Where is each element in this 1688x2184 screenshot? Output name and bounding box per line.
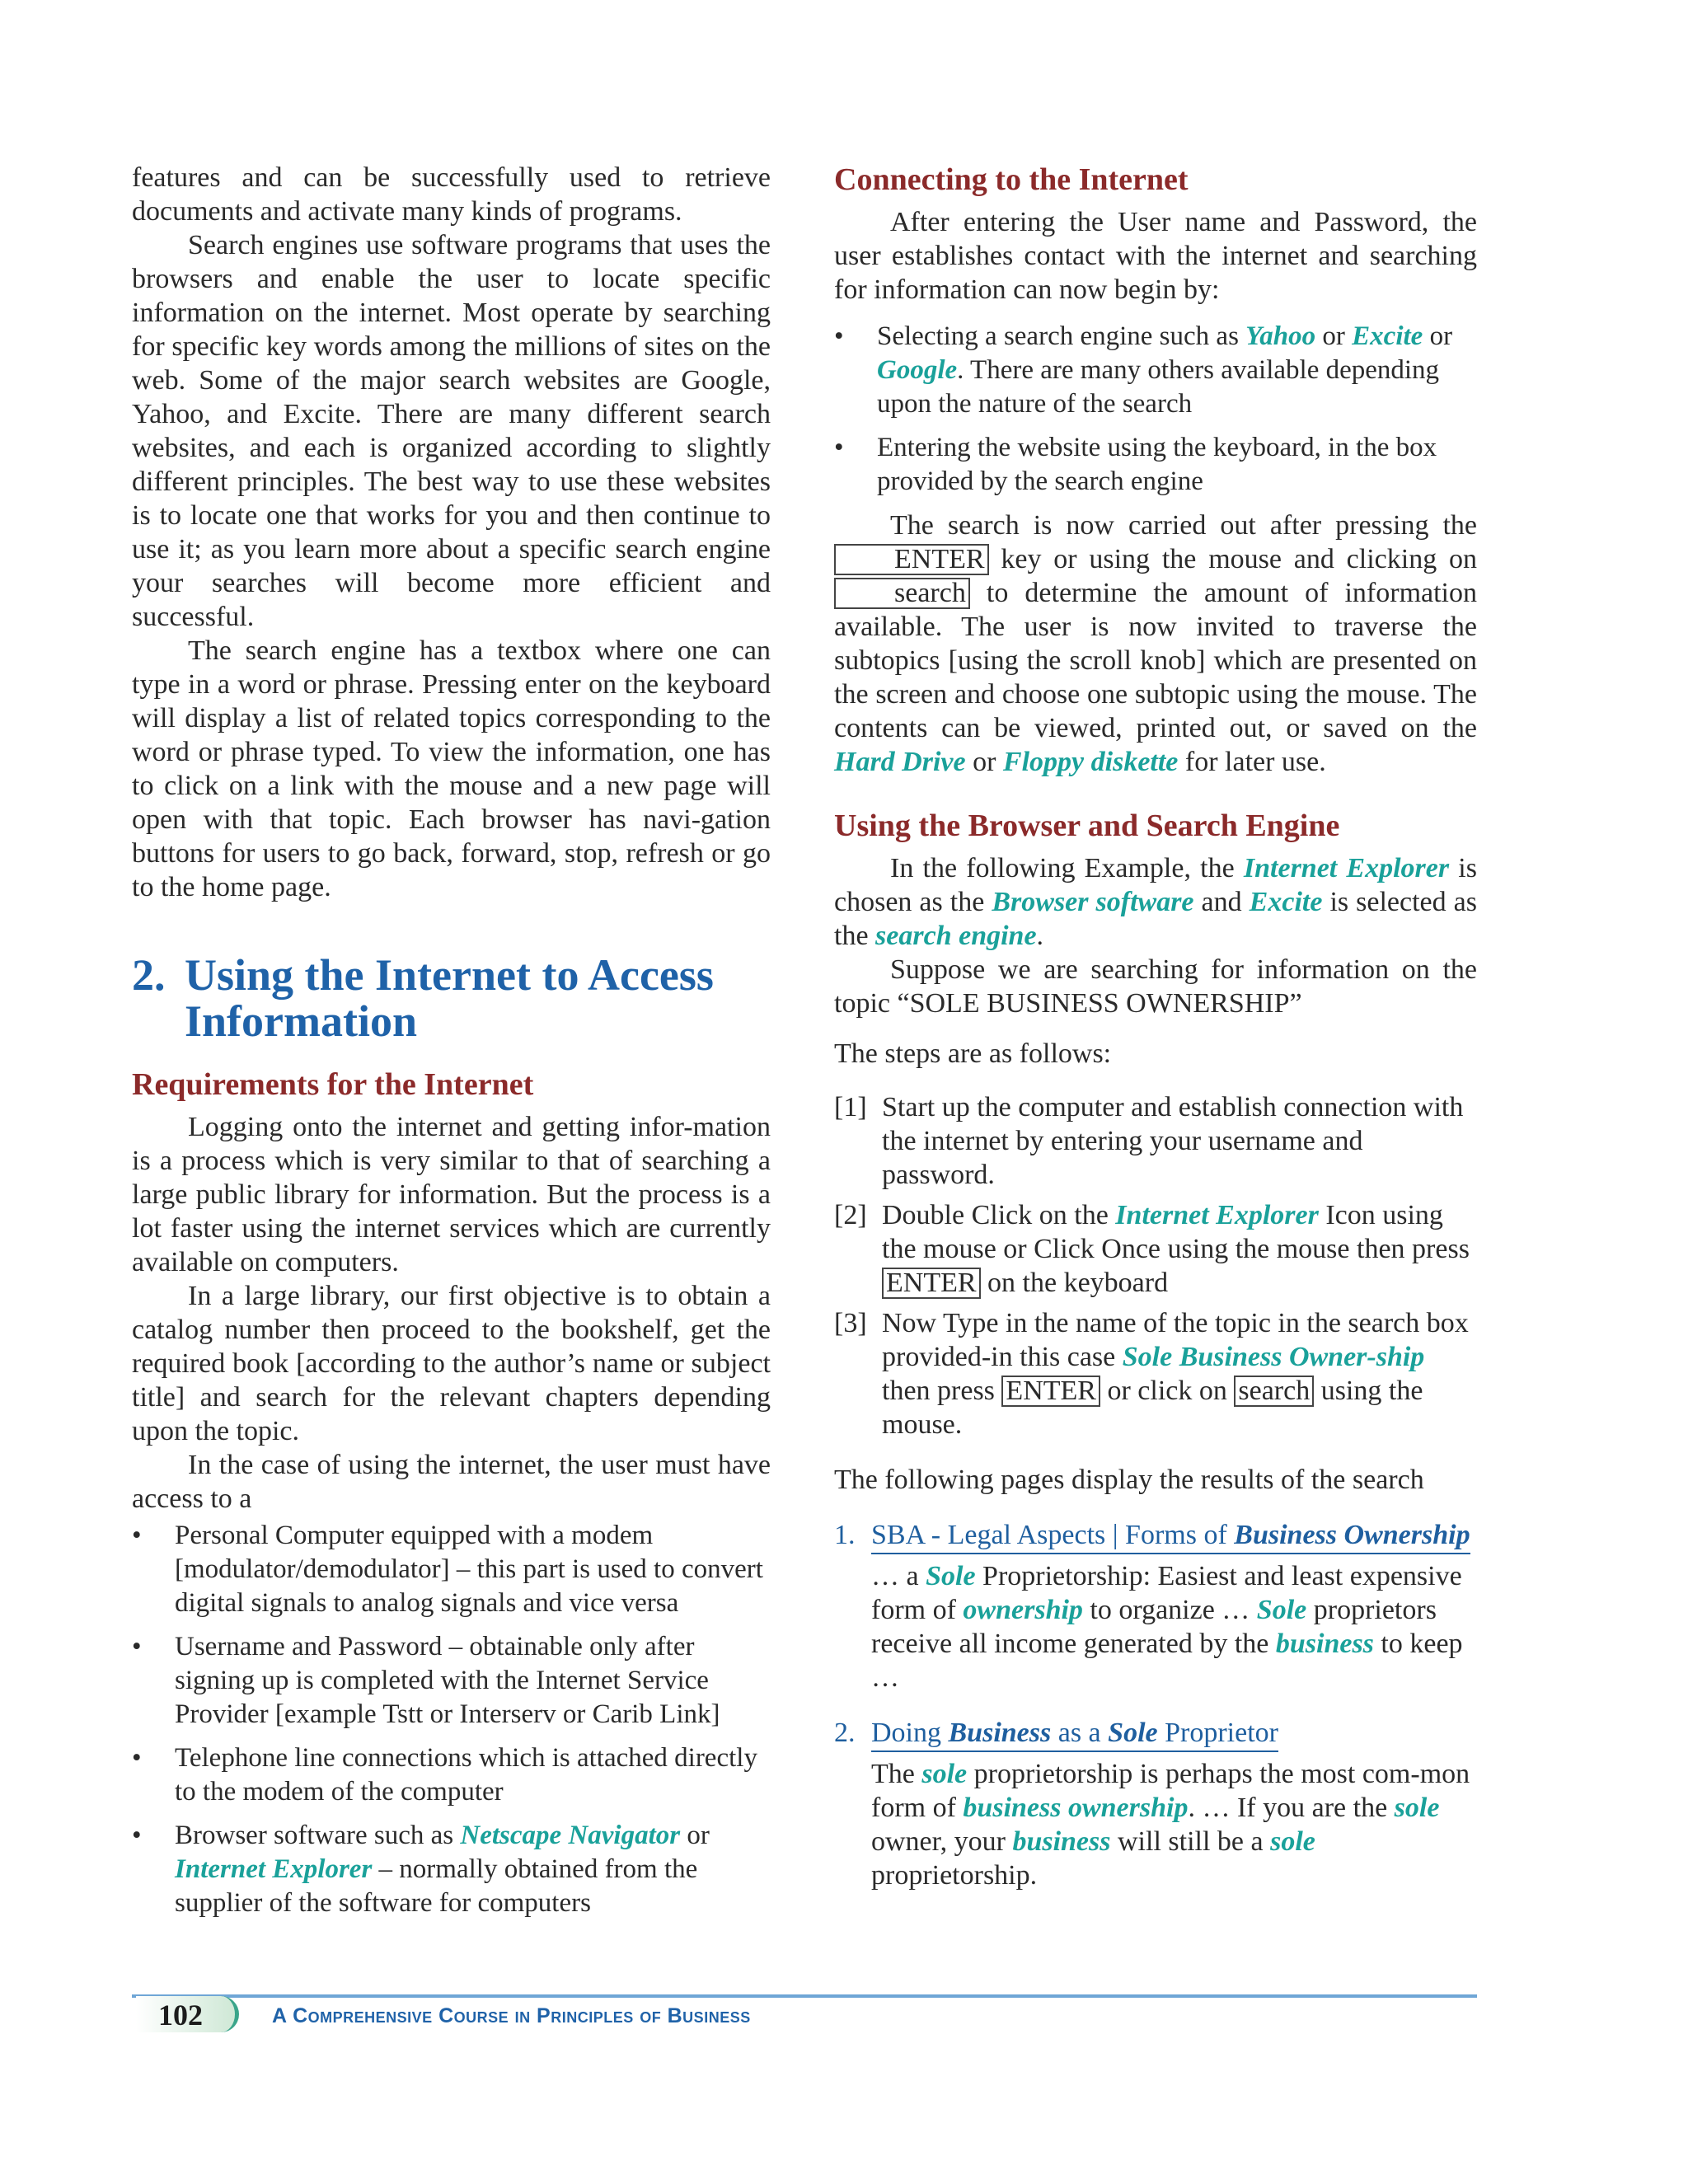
left-column bbox=[132, 161, 771, 1930]
result-snippet-1: … a Sole Proprietorship: Easiest and least expensive form of ownership to organize … Sole proprietors receive all income generated by the business to keep … bbox=[871, 1561, 1463, 1693]
keyword-excite: Excite bbox=[1352, 321, 1423, 351]
keyword-google: Google bbox=[877, 355, 958, 385]
search-result-1: 1. SBA - Legal Aspects | Forms of Business Ownership … a Sole Proprietorship: Easiest and least expensive form of ownership to organize … Sole proprietors receive all income generated by the business to keep … bbox=[834, 1518, 1477, 1694]
keyword-netscape: Netscape Navigator bbox=[460, 1821, 681, 1850]
keyword-hard-drive: Hard Drive bbox=[834, 747, 966, 777]
search-result-2: 2. Doing Business as a Sole Proprietor The sole proprietorship is perhaps the most com-mon form of business ownership. … If you are the sole owner, your business will still be a sole proprietorship. bbox=[834, 1716, 1477, 1892]
bullet-icon: • bbox=[834, 321, 844, 351]
list-item: • Personal Computer equipped with a modem [modulator/demodulator] – this part is used to convert digital signals to analog signals and vice versa bbox=[132, 1521, 763, 1618]
section-title: Using the Internet to Access Information bbox=[185, 950, 714, 1046]
section-number: 2. bbox=[132, 950, 166, 1000]
connecting-list bbox=[834, 320, 1477, 499]
result-link-2[interactable]: Doing Business as a Sole Proprietor bbox=[871, 1716, 1278, 1752]
connecting-heading: Connecting to the Internet bbox=[834, 162, 1189, 197]
page-number: 102 bbox=[158, 1999, 203, 2032]
enter-key-label: ENTER bbox=[882, 1268, 981, 1299]
paragraph-example: In the following Example, the Internet Explorer is chosen as the Browser software and Excite is selected as the search engine. bbox=[834, 853, 1477, 951]
list-item: [1] Start up the computer and establish connection with the internet by entering your username and password. bbox=[834, 1092, 1464, 1190]
list-item: • Username and Password – obtainable only after signing up is completed with the Internet Service Provider [example Tstt or Interserv or Carib Link] bbox=[132, 1632, 720, 1729]
keyword-yahoo: Yahoo bbox=[1245, 321, 1316, 351]
paragraph-suppose: Suppose we are searching for information on the topic “SOLE BUSINESS OWNERSHIP” bbox=[834, 954, 1477, 1019]
keyword-internet-explorer: Internet Explorer bbox=[175, 1854, 373, 1884]
list-item: • Browser software such as Netscape Navigator or Internet Explorer – normally obtained from the supplier of the software for computers bbox=[132, 1821, 710, 1918]
result-link-1[interactable]: SBA - Legal Aspects | Forms of Business Ownership bbox=[871, 1518, 1470, 1554]
result-snippet-2: The sole proprietorship is perhaps the most com-mon form of business ownership. … If you are the sole owner, your business will still be a sole proprietorship. bbox=[871, 1759, 1470, 1891]
enter-key-label: ENTER bbox=[834, 544, 989, 575]
results-intro: The following pages display the results of the search bbox=[834, 1465, 1424, 1495]
right-column bbox=[834, 161, 1477, 1892]
bullet-icon: • bbox=[834, 433, 844, 462]
search-key-label: search bbox=[1234, 1376, 1314, 1407]
requirements-heading: Requirements for the Internet bbox=[132, 1067, 534, 1102]
footer-rule bbox=[132, 1994, 1477, 1998]
bullet-icon: • bbox=[132, 1521, 142, 1550]
requirements-list bbox=[132, 1519, 771, 1920]
list-item: [2] Double Click on the Internet Explorer Icon using the mouse or Click Once using the mouse then press ENTER on the keyboard bbox=[834, 1200, 1470, 1298]
enter-key-label: ENTER bbox=[1001, 1376, 1100, 1407]
paragraph-library: In a large library, our first objective is to obtain a catalog number then proceed to the bookshelf, get the required book [according to the author’s name or subject title] and search for the relevant chapters depending upon the topic. bbox=[132, 1281, 771, 1446]
list-item: • Selecting a search engine such as Yahoo or Excite or Google. There are many others available depending upon the nature of the search bbox=[834, 321, 1453, 419]
search-key-label: search bbox=[834, 578, 970, 609]
bullet-icon: • bbox=[132, 1743, 142, 1773]
paragraph-logging: Logging onto the internet and getting infor-mation is a process which is very similar to that of searching a large public library for information. But the process is a lot faster using the internet services which are currently available on computers. bbox=[132, 1112, 771, 1277]
paragraph-search-engines: Search engines use software programs that uses the browsers and enable the user to locate specific information on the internet. Most operate by searching for specific key words among the millions of sites on the web. Some of the major search websites are Google, Yahoo, and Excite. There are many different search websites, and each is organized according to slightly different principles. The best way to use these websites is to locate one that works for you and then continue to use it; as you learn more about a specific search engine your searches will become more efficient and successful. bbox=[132, 230, 771, 632]
steps-list bbox=[834, 1090, 1477, 1441]
keyword-floppy: Floppy diskette bbox=[1002, 747, 1179, 777]
paragraph-search-carried-out: The search is now carried out after pressing the ENTER key or using the mouse and clicking on search to determine the amount of information available. The user is now invited to traverse the subtopics [using the scroll knob] which are presented on the screen and choose one subtopic using the mouse. The contents can be viewed, printed out, or saved on the Hard Drive or Floppy diskette for later use. bbox=[834, 510, 1477, 777]
paragraph-connecting: After entering the User name and Password, the user establishes contact with the internet and searching for information can now begin by: bbox=[834, 207, 1477, 305]
list-item: • Telephone line connections which is attached directly to the modem of the computer bbox=[132, 1743, 757, 1807]
section-heading bbox=[132, 952, 771, 1044]
bullet-icon: • bbox=[132, 1632, 142, 1661]
book-title: A Comprehensive Course in Principles of Business bbox=[272, 2004, 751, 2027]
paragraph-textbox: The search engine has a textbox where one can type in a word or phrase. Pressing enter on the keyboard will display a list of related topics corresponding to the word or phrase typed. To view the information, one has to click on a link with the mouse and a new page will open with that topic. Each browser has navi-gation buttons for users to go back, forward, stop, refresh or go to the home page. bbox=[132, 635, 771, 902]
bullet-icon: • bbox=[132, 1821, 142, 1850]
browser-heading: Using the Browser and Search Engine bbox=[834, 808, 1340, 843]
paragraph-features: features and can be successfully used to retrieve documents and activate many kinds of programs. bbox=[132, 162, 771, 227]
steps-intro: The steps are as follows: bbox=[834, 1038, 1112, 1069]
paragraph-access: In the case of using the internet, the user must have access to a bbox=[132, 1450, 771, 1514]
list-item: • Entering the website using the keyboard, in the box provided by the search engine bbox=[834, 433, 1437, 496]
list-item: [3] Now Type in the name of the topic in the search box provided-in this case Sole Business Owner-ship then press ENTER or click on search using the mouse. bbox=[834, 1308, 1469, 1440]
